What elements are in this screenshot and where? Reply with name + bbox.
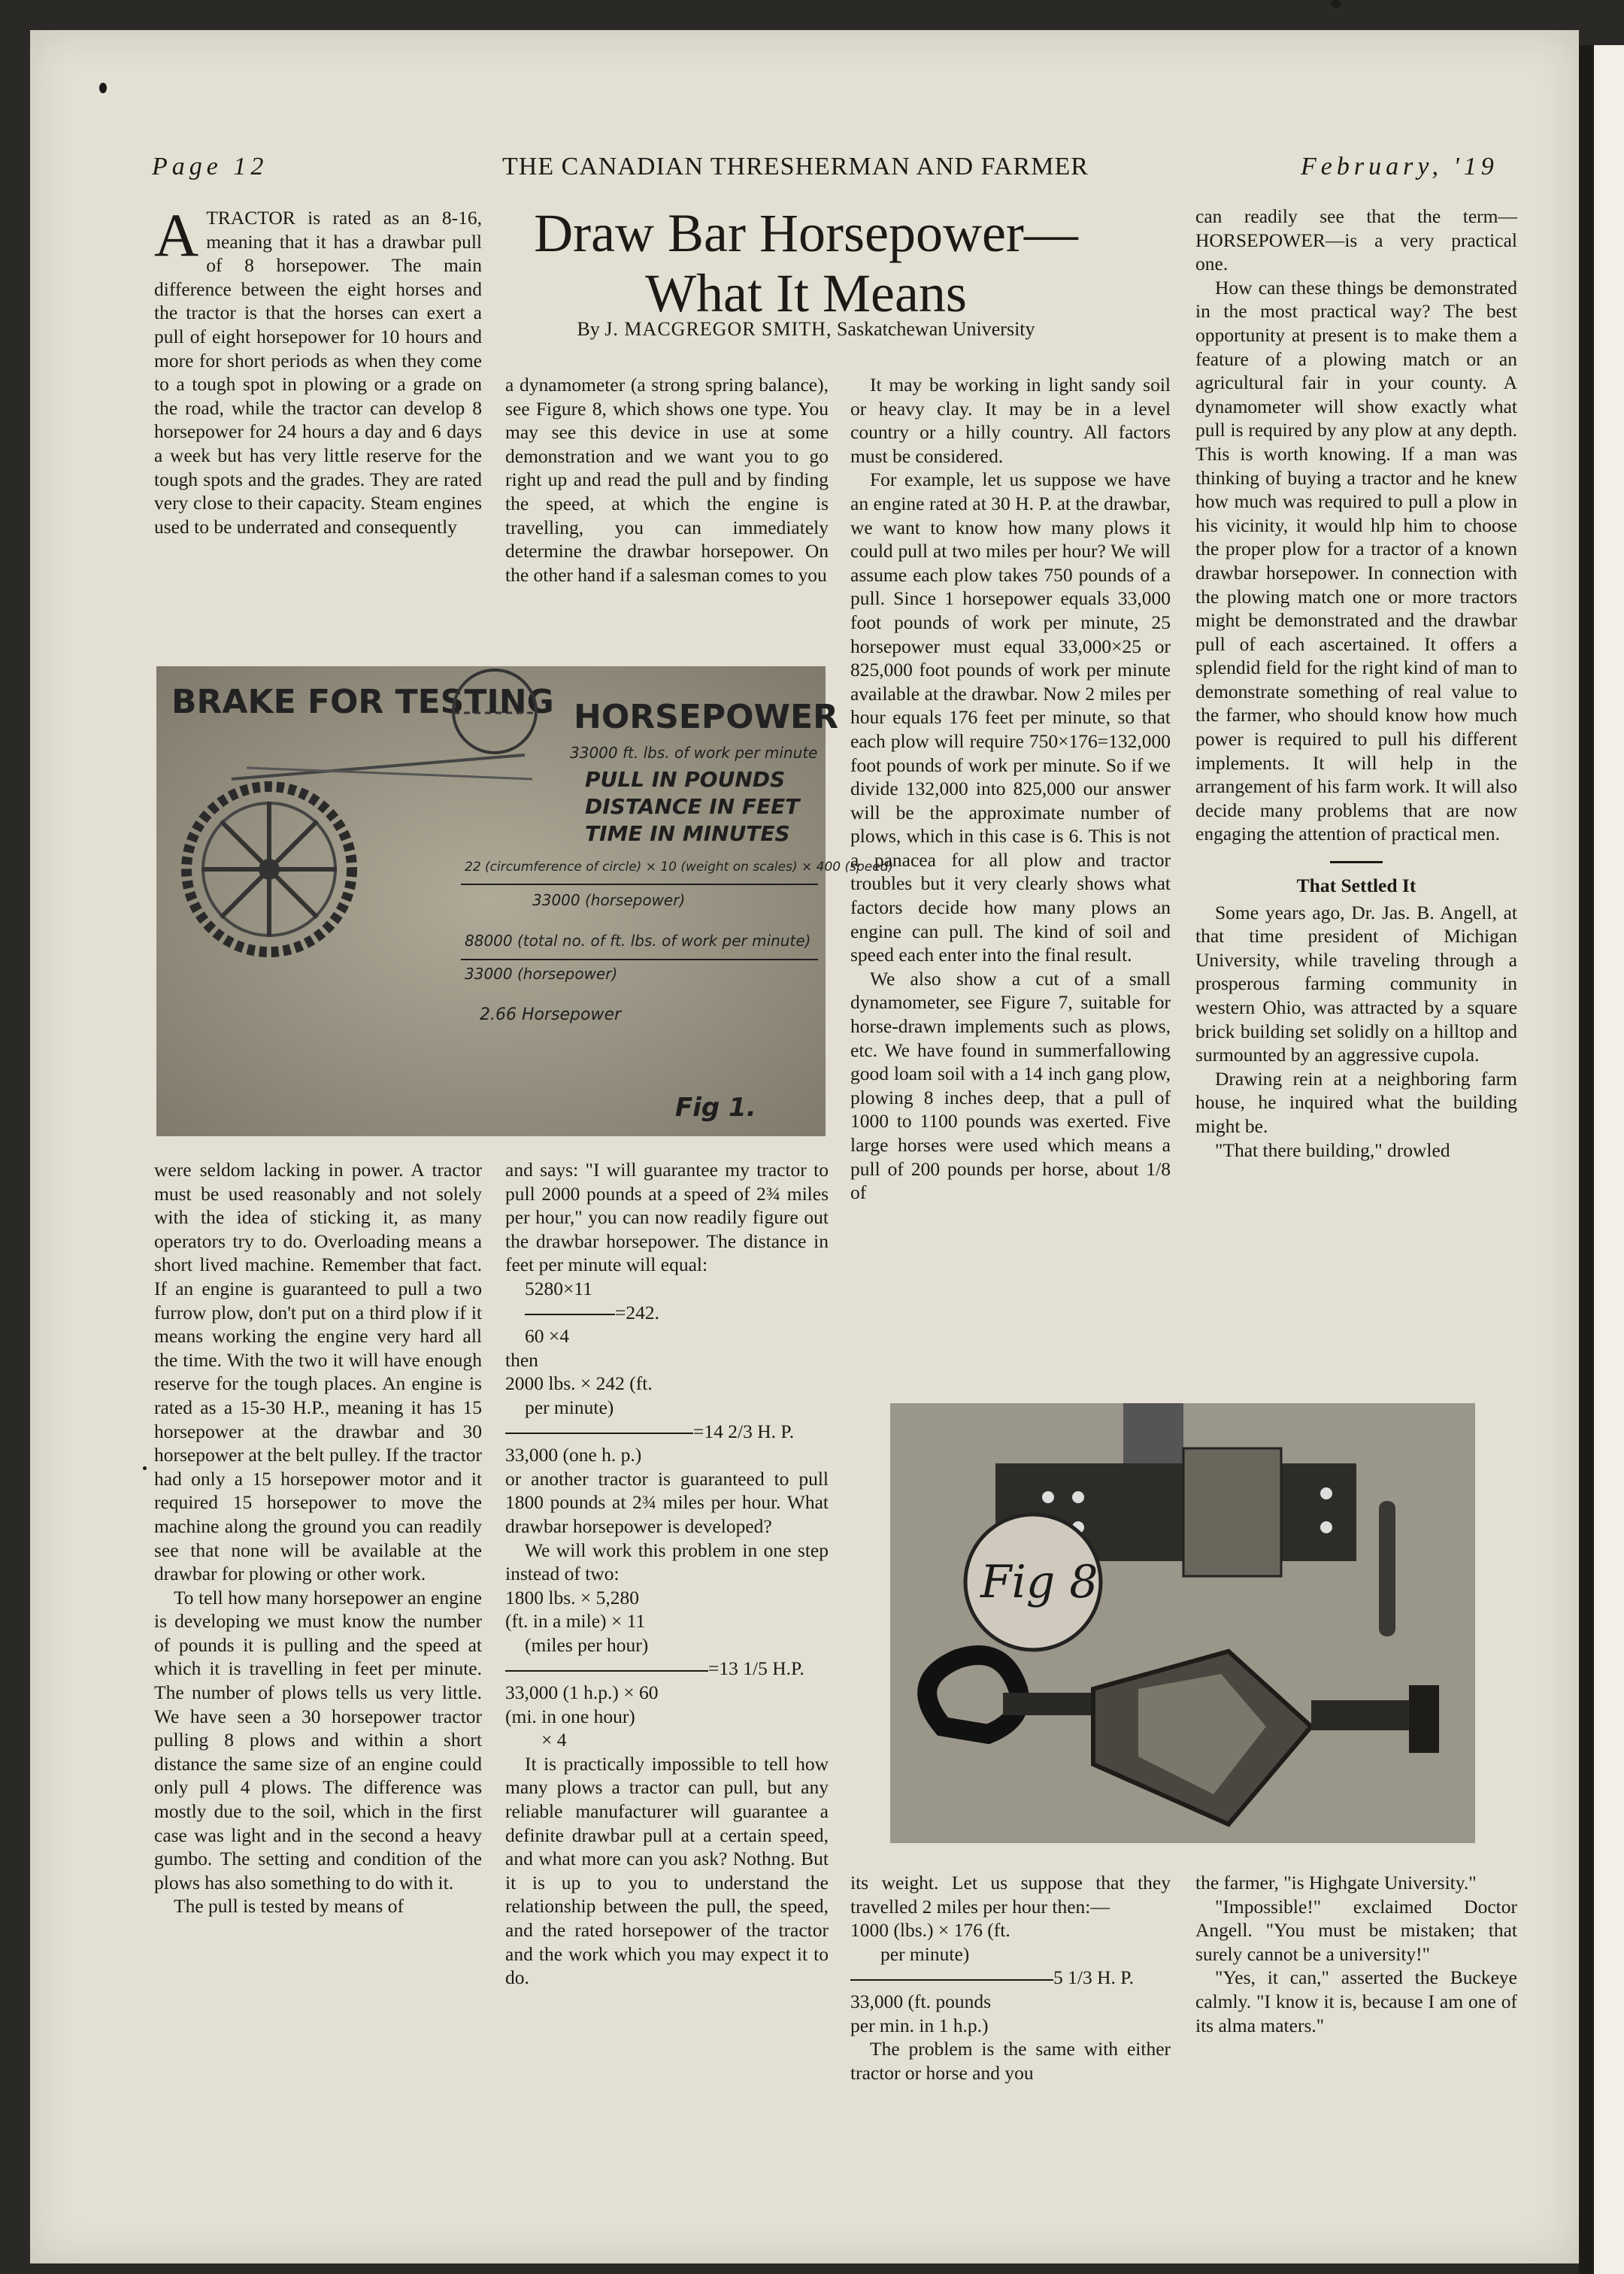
column-2-bottom: and says: "I will guarantee my tractor to pull 2000 pounds at a speed of 2¾ miles per hour," you can now readily figure out the drawbar horsepower. The distance in feet per minute will equal: 5280×11 =242. 60 ×4 then 2000 lbs. × 242 (ft. per minute) =14 2/3 H. P. 33,000 (one h. p.) or another tractor is guaranteed to pull 1800 pounds at 2¾ miles per hour. What drawbar horsepower is developed? We will work this problem in one step instead of two: 1800 lbs. × 5,280 (ft. in a mile) × 11 (miles per hour) =13 1/5 H.P. 33,000 (1 h.p.) × 60 (mi. in one hour) × 4 It is practically impossible to tell how many plows a tractor can pull, but any reliable manufacturer will guarantee a definite drawbar pull at a certain speed, and what more can you ask? Nothng. But it is up to you to understand the relationship between the pull, the speed, and the rated horsepower of the tractor and the work which you may expect it to do. xyxy=(505,1159,829,1989)
column-1-top: ATRACTOR is rated as an 8-16, meaning that it has a drawbar pull of 8 horsepower. The main difference between the eight horses and the tractor is that the horses can exert a pull of eight horsepower for 10 hours and more for short periods as when they come to a tough spot in plowing or a grade on the road, while the tractor can develop 8 horsepower for 24 hours a day and 6 days a week but has very little reserve for the tough spots and the grades. They are rated very close to their capacity. Steam engines used to be underrated and consequently xyxy=(154,201,482,538)
fig1-label: Fig 1. xyxy=(675,1093,756,1123)
equation-3: 1000 (lbs.) × 176 (ft. per minute) 5 1/3 H. P. 33,000 (ft. pounds per min. in 1 h.p.) xyxy=(850,1919,1134,2036)
ink-speck xyxy=(1331,0,1341,8)
fig1-note-1: 33000 ft. lbs. of work per minute xyxy=(570,744,818,762)
column-3: It may be working in light sandy soil or heavy clay. It may be in a level country or a hilly country. All factors must be considered. For example, let us suppose we have an engine rated at 30 H. P. at the drawbar, we want to know how many plows it could pull at two miles per hour? We will assume each plow takes 750 pounds of a pull. Since 1 horsepower equals 33,000 foot pounds of work per minute, 25 horsepower must equal 33,000×25 or 825,000 foot pounds of work per minute available at the drawbar. Now 2 miles per hour equals 176 feet per minute, so that each plow will require 750×176=132,000 foot pounds of work per minute. So if we divide 132,000 into 825,000 our answer will be the approximate number of plows, which in this case is 6. This is not a panacea for all plow and tractor troubles but it very clearly shows what factors decide how many plows an engine can pull. The kind of soil and speed each enter into the final result. We also show a cut of a small dynamometer, see Figure 7, suitable for horse-drawn implements such as plows, etc. We have found in summerfallowing good loam soil with a 14 inch gang plow, plowing 8 inches deep, that a pull of 1000 to 1100 pounds was exerted. Five large horses were used which means a pull of 200 pounds per horse, about 1/8 of xyxy=(850,374,1171,1204)
adjacent-page-edge xyxy=(1579,45,1624,2274)
fig1-eq-3: 88000 (total no. of ft. lbs. of work per minute) xyxy=(465,932,811,950)
section-rule xyxy=(1330,861,1383,863)
dynamometer-drawing xyxy=(890,1403,1475,1843)
fig1-eq-4: 33000 (horsepower) xyxy=(465,965,618,983)
column-4-bottom: the farmer, "is Highgate University." "Impossible!" exclaimed Doctor Angell. "You must be mistaken; that surely cannot be a university!" "Yes, it can," asserted the Buckeye calmly. "I know it is, because I am one of its alma maters." xyxy=(1195,1872,1517,2036)
byline: By J. MACGREGOR SMITH, Saskatchewan University xyxy=(577,318,1035,340)
column-4-top: can readily see that the term—HORSEPOWER—is a very practical one. How can these things be demonstrated in the most practical way? The best opportunity at present is to make them a feature of a plowing match or an agricultural fair in your county. A dynamometer will show exactly what pull is required by any plow at any depth. This is worth knowing. If a man was thinking of buying a tractor and he knew how much was required to pull a plow in his vicinity, it would hlp him to choose the proper plow for a tractor of a known drawbar horsepower. In connection with the plowing match one or more tractors might be demonstrated and the drawbar pull of each ascertained. It offers a splendid field for the right kind of man to demonstrate something of real value to the farmer, who should know how much power is required to pull his different implements. It will help in the arrangement of his farm work. It will also decide many problems that are now engaging the attention of practical men. That Settled It Some years ago, Dr. Jas. B. Angell, at that time president of Michigan University, while traveling through a prosperous farming community in western Ohio, was attracted by a square brick building set solidly on a hilltop and surmounted by an aggressive cupola. Drawing rein at a neighboring farm house, he inquired what the building might be. "That there building," drowled xyxy=(1195,205,1517,1161)
column-1-bottom: were seldom lacking in power. A tractor must be used reasonably and not solely with the idea of sticking it, as many operators try to do. Overloading means a short lived machine. Remember that fact. If an engine is guaranteed to pull a two furrow plow, don't put on a third plow if it means working the engine very hard all the time. With the two it will have enough reserve for the tough places. An engine is rated as a 15-30 H.P., meaning it has 15 horsepower at the drawbar and 30 horsepower at the belt pulley. If the tractor had only a 15 horsepower motor and it required 15 horsepower to move the machine along the ground you can readily see that none will be available at the drawbar for plowing or other work. To tell how many horsepower an engine is developing we must know the number of pounds it is pulling and the speed at which it is travelling in feet per minute. The number of plows tells us very little. We have seen a 30 horsepower tractor pulling 8 plows and within a short distance the same size of an engine could only pull 4 plows. The difference was mostly due to the soil, which in the first case was light and in the second a heavy gumbo. The setting and condition of the plows has also something to do with it. The pull is tested by means of xyxy=(154,1159,482,1918)
issue-date: February, '19 xyxy=(1301,153,1498,180)
fig1-eq-1: 22 (circumference of circle) × 10 (weight on scales) × 400 (speed) xyxy=(465,860,894,875)
equation-1: 5280×11 =242. 60 ×4 then 2000 lbs. × 242 (ft. per minute) =14 2/3 H. P. 33,000 (one h. p.) xyxy=(505,1277,795,1466)
figure-1-photo xyxy=(156,666,894,1136)
fig1-note-2: PULL IN POUNDS xyxy=(585,767,786,792)
column-3-bottom: its weight. Let us suppose that they travelled 2 miles per hour then:— 1000 (lbs.) × 176 (ft. per minute) 5 1/3 H. P. 33,000 (ft. pounds per min. in 1 h.p.) The problem is the same with either tractor or horse and you xyxy=(850,1872,1171,2084)
fig8-label: Fig 8 xyxy=(980,1556,1098,1608)
title-line-2: What It Means xyxy=(645,263,967,323)
column-2-top: a dynamometer (a strong spring balance), see Figure 8, which shows one type. You may see this device in use at some demonstration and we want you to go right up and read the pull and by finding the speed, at which the engine is travelling, you can immediately determine the drawbar horsepower. On the other hand if a salesman comes to you xyxy=(505,374,829,586)
figure-8-photo xyxy=(890,1403,1475,1843)
fig1-heading-right: HORSEPOWER xyxy=(574,698,838,736)
equation-2: 1800 lbs. × 5,280 (ft. in a mile) × 11 (miles per hour) =13 1/5 H.P. 33,000 (1 h.p.) × 60 (mi. in one hour) × 4 xyxy=(505,1586,804,1751)
subhead: That Settled It xyxy=(1296,875,1416,897)
page-number: Page 12 xyxy=(152,153,268,180)
drop-cap: A xyxy=(154,201,199,269)
fig1-heading-left: BRAKE FOR TESTING xyxy=(171,683,554,721)
fig1-eq-2: 33000 (horsepower) xyxy=(532,891,686,909)
fig1-note-4: TIME IN MINUTES xyxy=(585,821,790,846)
fig1-eq-5: 2.66 Horsepower xyxy=(480,1005,622,1024)
ink-speck xyxy=(99,83,107,93)
publication-title: THE CANADIAN THRESHERMAN AND FARMER xyxy=(502,153,1089,180)
article-title xyxy=(502,203,1110,323)
ink-speck xyxy=(143,1466,147,1470)
fig1-note-3: DISTANCE IN FEET xyxy=(585,794,800,819)
title-line-1: Draw Bar Horsepower— xyxy=(534,203,1078,263)
figure-1-drawing xyxy=(156,666,894,1136)
